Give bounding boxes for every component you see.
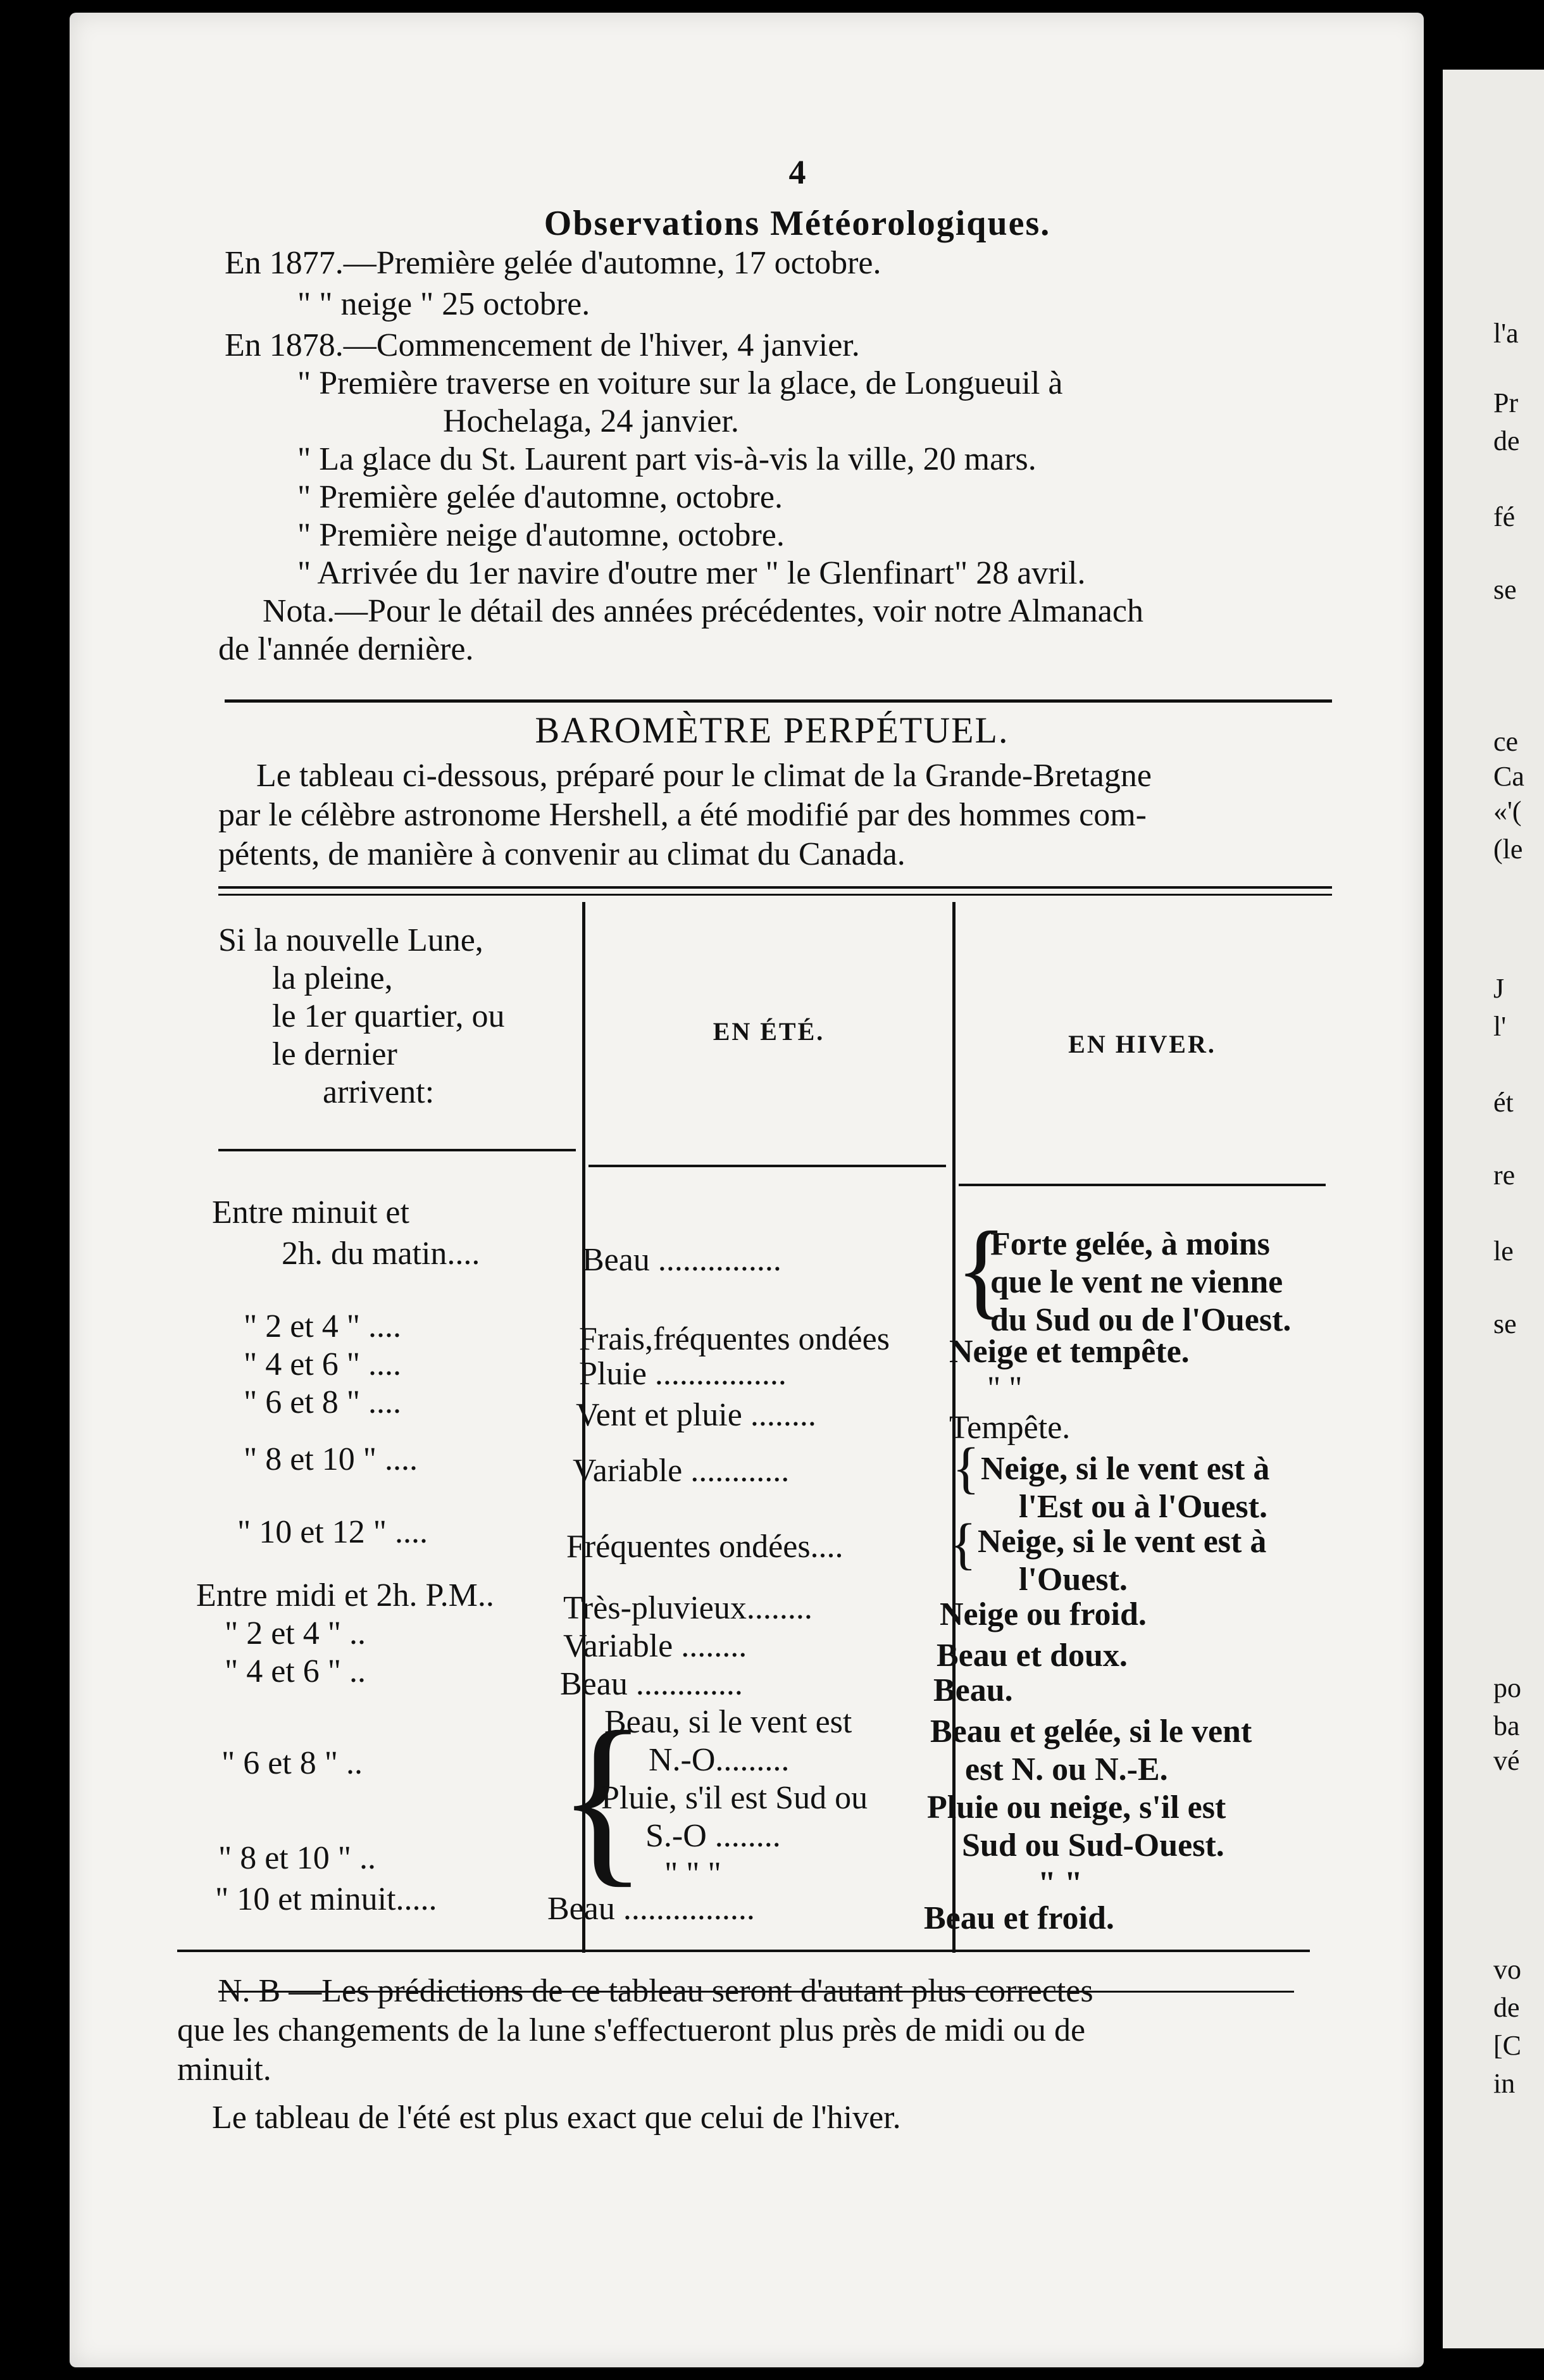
row-hiver: Neige, si le vent est à [981, 1451, 1270, 1487]
row-time: " 2 et 4 " .... [244, 1308, 401, 1344]
barometre-title: BAROMÈTRE PERPÉTUEL. [535, 710, 1009, 751]
right-fragment: Ca [1493, 761, 1524, 792]
row-time: " 10 et minuit..... [215, 1881, 437, 1917]
obs-line: " La glace du St. Laurent part vis-à-vis la ville, 20 mars. [297, 441, 1037, 477]
row-ete: Beau ................ [547, 1891, 755, 1927]
row-ete: Beau, si le vent est [604, 1704, 852, 1740]
row-hiver: Tempête. [949, 1410, 1071, 1446]
right-fragment: se [1493, 1308, 1517, 1339]
obs-line: " Arrivée du 1er navire d'outre mer " le Glenfinart" 28 avril. [297, 555, 1086, 591]
row-time: " 6 et 8 " .. [221, 1745, 363, 1781]
row-ete: N.-O......... [649, 1742, 790, 1778]
note-line: N. B —Les prédictions de ce tableau seront d'autant plus correctes [218, 1973, 1093, 2009]
row-hiver: Beau. [933, 1672, 1013, 1708]
row-ete: Pluie, s'il est Sud ou [601, 1780, 868, 1816]
header-col1-line: la pleine, [272, 960, 393, 996]
row-hiver: Beau et gelée, si le vent [930, 1713, 1252, 1750]
row-time: " 4 et 6 " .. [225, 1653, 366, 1689]
right-fragment: ba [1493, 1710, 1520, 1741]
row-time: " 4 et 6 " .... [244, 1346, 401, 1382]
row-hiver: du Sud ou de l'Ouest. [990, 1302, 1292, 1338]
row-time: 2h. du matin.... [282, 1236, 480, 1272]
right-fragment: po [1493, 1672, 1521, 1703]
row-hiver: Pluie ou neige, s'il est [927, 1789, 1226, 1826]
row-time: " 6 et 8 " .... [244, 1384, 401, 1420]
row-hiver: Beau et froid. [924, 1900, 1114, 1936]
right-fragment: vo [1493, 1954, 1521, 1985]
row-ete: Pluie ................ [579, 1356, 787, 1392]
obs-line: En 1877.—Première gelée d'automne, 17 octobre. [225, 245, 881, 281]
header-rule [959, 1184, 1326, 1186]
row-ete: Beau ............... [582, 1242, 781, 1278]
right-fragment: de [1493, 1992, 1520, 2023]
header-hiver: EN HIVER. [1068, 1030, 1216, 1058]
row-time: " 8 et 10 " .... [244, 1441, 418, 1477]
note-line: Le tableau de l'été est plus exact que celui de l'hiver. [212, 2100, 901, 2136]
row-ete: " " " [664, 1856, 721, 1892]
right-fragment: l'a [1493, 318, 1519, 349]
header-col1-line: Si la nouvelle Lune, [218, 922, 483, 958]
brace: { [557, 1693, 648, 1903]
row-ete: Variable ........ [563, 1628, 747, 1664]
obs-line: " Première traverse en voiture sur la glace, de Longueuil à [297, 365, 1063, 401]
table-top-rule [218, 886, 1332, 889]
note-line: que les changements de la lune s'effectueront plus près de midi ou de [177, 2012, 1086, 2048]
right-fragment: le [1493, 1236, 1514, 1267]
row-hiver: Beau et doux. [937, 1638, 1128, 1674]
row-ete: S.-O ........ [645, 1818, 781, 1854]
header-col1-line: arrivent: [323, 1074, 435, 1110]
right-fragment: J [1493, 973, 1505, 1004]
brace: { [956, 1210, 1007, 1329]
obs-line: " Première neige d'automne, octobre. [297, 517, 785, 553]
right-fragment: re [1493, 1160, 1516, 1191]
row-hiver: que le vent ne vienne [990, 1264, 1283, 1300]
row-time: Entre midi et 2h. P.M.. [196, 1577, 494, 1613]
row-hiver: Sud ou Sud-Ouest. [962, 1827, 1224, 1863]
right-fragment: se [1493, 574, 1517, 605]
row-time: " 10 et 12 " .... [237, 1514, 428, 1550]
header-col1-line: le 1er quartier, ou [272, 998, 505, 1034]
row-hiver: Forte gelée, à moins [990, 1226, 1270, 1262]
row-ete: Frais,fréquentes ondées [579, 1321, 890, 1357]
table-top-rule [218, 894, 1332, 896]
row-ete: Vent et pluie ........ [576, 1397, 816, 1433]
right-fragment: in [1493, 2068, 1516, 2099]
row-hiver: Neige, si le vent est à [978, 1524, 1267, 1560]
right-fragment: «'( [1493, 796, 1522, 827]
obs-nota: Nota.—Pour le détail des années précédentes, voir notre Almanach [263, 593, 1143, 629]
obs-line: " Première gelée d'automne, octobre. [297, 479, 783, 515]
right-fragment: [C [1493, 2030, 1521, 2061]
obs-line: En 1878.—Commencement de l'hiver, 4 janvier. [225, 327, 860, 363]
row-ete: Beau ............. [560, 1666, 743, 1702]
row-hiver: l'Est ou à l'Ouest. [1019, 1489, 1267, 1525]
row-hiver: " " [987, 1370, 1023, 1406]
row-hiver: Neige et tempête. [949, 1334, 1190, 1370]
obs-line: " " neige " 25 octobre. [297, 286, 590, 322]
brace: { [952, 1437, 980, 1500]
right-fragment: ce [1493, 726, 1519, 757]
obs-line: Hochelaga, 24 janvier. [443, 403, 739, 439]
table-bottom-rule [177, 1950, 1310, 1952]
barometre-intro: par le célèbre astronome Hershell, a été modifié par des hommes com- [218, 797, 1147, 833]
row-ete: Variable ............ [573, 1453, 790, 1489]
header-rule [588, 1165, 946, 1167]
row-hiver: est N. ou N.-E. [965, 1751, 1168, 1788]
right-fragment: Pr [1493, 387, 1519, 418]
brace: { [949, 1513, 977, 1575]
row-ete: Fréquentes ondées.... [566, 1529, 844, 1565]
right-fragment: ét [1493, 1087, 1514, 1118]
observations-title: Observations Météorologiques. [544, 204, 1051, 243]
barometre-intro: Le tableau ci-dessous, préparé pour le climat de la Grande-Bretagne [256, 758, 1152, 794]
row-time: " 8 et 10 " .. [218, 1840, 376, 1876]
header-rule [218, 1149, 576, 1151]
right-fragment: de [1493, 425, 1520, 456]
row-time: Entre minuit et [212, 1194, 409, 1231]
right-fragment: (le [1493, 834, 1523, 865]
obs-line: de l'année dernière. [218, 631, 474, 667]
right-fragment: vé [1493, 1745, 1520, 1776]
row-hiver: l'Ouest. [1019, 1562, 1128, 1598]
row-hiver: Neige ou froid. [940, 1596, 1147, 1632]
header-ete: EN ÉTÉ. [713, 1017, 825, 1046]
row-ete: Très-pluvieux........ [563, 1590, 812, 1626]
row-hiver: " " [1038, 1865, 1083, 1901]
right-fragment: l' [1493, 1011, 1507, 1042]
right-fragment: fé [1493, 501, 1516, 532]
page-number: 4 [788, 153, 806, 191]
divider [225, 699, 1332, 703]
note-line: minuit. [177, 2051, 271, 2088]
header-col1-line: le dernier [272, 1036, 397, 1072]
row-time: " 2 et 4 " .. [225, 1615, 366, 1651]
barometre-intro: pétents, de manière à convenir au climat du Canada. [218, 836, 906, 872]
